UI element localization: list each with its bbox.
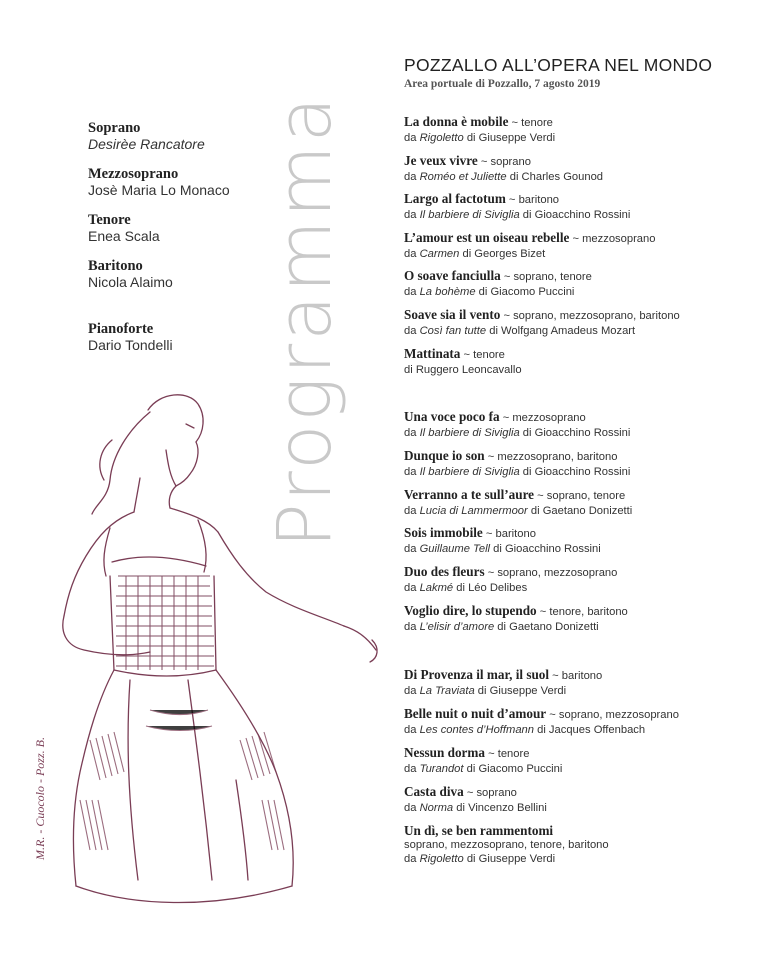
piece-voices: ~ mezzosoprano xyxy=(499,412,586,424)
opera-title: L’elisir d’amore xyxy=(419,621,495,633)
piece-name: Sois immobile xyxy=(404,525,483,540)
piece-name: Soave sia il vento xyxy=(404,307,501,322)
program-item xyxy=(404,667,754,698)
piece-source: da La Traviata di Giuseppe Verdi xyxy=(404,685,567,697)
program-item xyxy=(404,153,754,184)
piece-source: da L’elisir d’amore di Gaetano Donizetti xyxy=(404,621,599,633)
piece-voices: ~ soprano, tenore xyxy=(500,271,592,283)
piece-name: Belle nuit o nuit d’amour xyxy=(404,706,547,721)
cast-entry-mezzosoprano xyxy=(88,166,230,199)
program-header xyxy=(404,55,744,90)
piece-source: da Lakmé di Léo Delibes xyxy=(404,582,528,594)
opera-title: Turandot xyxy=(419,763,464,775)
piece-name: Dunque io son xyxy=(404,448,485,463)
event-subtitle: Area portuale di Pozzallo, 7 agosto 2019 xyxy=(404,78,601,90)
cast-role: Pianoforte xyxy=(88,321,154,337)
program-item xyxy=(404,564,754,595)
piece-voices-line: soprano, mezzosoprano, tenore, baritono xyxy=(404,839,609,851)
piece-source: da Il barbiere di Siviglia di Gioacchino Rossini xyxy=(404,427,631,439)
piece-title xyxy=(404,706,754,723)
program-item xyxy=(404,745,754,776)
piece-voices: ~ soprano, mezzosoprano xyxy=(484,567,618,579)
piece-name: Mattinata xyxy=(404,346,461,361)
piece-voices: ~ soprano xyxy=(477,156,531,168)
cast-performer: Enea Scala xyxy=(88,228,160,244)
program-item xyxy=(404,346,754,377)
piece-name: Largo al factotum xyxy=(404,191,506,206)
cast-entry-tenore xyxy=(88,212,160,245)
piece-source: da Turandot di Giacomo Puccini xyxy=(404,763,563,775)
piece-name: Verranno a te sull’aure xyxy=(404,487,535,502)
program-item xyxy=(404,487,754,518)
piece-name: Una voce poco fa xyxy=(404,409,500,424)
piece-name: L’amour est un oiseau rebelle xyxy=(404,230,570,245)
piece-title xyxy=(404,745,754,762)
piece-source: da Il barbiere di Siviglia di Gioacchino Rossini xyxy=(404,209,631,221)
piece-title xyxy=(404,114,754,131)
piece-title xyxy=(404,153,754,170)
piece-name: Voglio dire, lo stupendo xyxy=(404,603,537,618)
piece-voices: ~ soprano, mezzosoprano, baritono xyxy=(500,310,680,322)
program-item xyxy=(404,525,754,556)
program-item xyxy=(404,823,754,866)
opera-title: Il barbiere di Siviglia xyxy=(419,427,520,439)
sketch-signature: M.R. - Cuocolo - Pozz. B. xyxy=(33,737,47,860)
piece-source: da Il barbiere di Siviglia di Gioacchino Rossini xyxy=(404,466,631,478)
program-item xyxy=(404,784,754,815)
piece-voices: ~ tenore xyxy=(484,748,530,760)
piece-voices: ~ mezzosoprano xyxy=(569,233,656,245)
opera-title: Lucia di Lammermoor xyxy=(419,505,528,517)
opera-title: Rigoletto xyxy=(419,853,464,865)
piece-title xyxy=(404,448,754,465)
program-item xyxy=(404,191,754,222)
piece-name: Di Provenza il mar, il suol xyxy=(404,667,550,682)
piece-title xyxy=(404,346,754,363)
piece-source: da Roméo et Juliette di Charles Gounod xyxy=(404,171,604,183)
piece-source: da Rigoletto di Giuseppe Verdi xyxy=(404,132,556,144)
piece-source: di Ruggero Leoncavallo xyxy=(404,364,522,376)
piece-title xyxy=(404,564,754,581)
piece-name: Nessun dorma xyxy=(404,745,485,760)
cast-role: Soprano xyxy=(88,120,141,136)
piece-voices: ~ mezzosoprano, baritono xyxy=(484,451,618,463)
piece-name: Je veux vivre xyxy=(404,153,478,168)
piece-title xyxy=(404,268,754,285)
piece-source: da Les contes d’Hoffmann di Jacques Offenbach xyxy=(404,724,646,736)
cast-entry-baritono xyxy=(88,258,173,291)
piece-title xyxy=(404,230,754,247)
event-title: POZZALLO ALL’OPERA NEL MONDO xyxy=(404,55,713,75)
piece-name: O soave fanciulla xyxy=(404,268,501,283)
piece-title xyxy=(404,784,754,801)
program-item xyxy=(404,307,754,338)
opera-title: Les contes d’Hoffmann xyxy=(419,724,534,736)
cast-role: Baritono xyxy=(88,258,143,274)
piece-title xyxy=(404,487,754,504)
piece-title xyxy=(404,307,754,324)
cast-role: Tenore xyxy=(88,212,131,228)
piece-voices: ~ baritono xyxy=(549,670,603,682)
piece-source: da Carmen di Georges Bizet xyxy=(404,248,546,260)
opera-title: Carmen xyxy=(419,248,460,260)
opera-title: Rigoletto xyxy=(419,132,464,144)
opera-title: Così fan tutte xyxy=(419,325,487,337)
program-item xyxy=(404,409,754,440)
piece-title xyxy=(404,823,754,838)
piece-name: Casta diva xyxy=(404,784,464,799)
cast-performer: Josè Maria Lo Monaco xyxy=(88,182,230,198)
cast-performer: Nicola Alaimo xyxy=(88,274,173,290)
piece-source: da Norma di Vincenzo Bellini xyxy=(404,802,547,814)
piece-voices: ~ tenore xyxy=(508,117,553,129)
piece-name: Duo des fleurs xyxy=(404,564,485,579)
program-item xyxy=(404,268,754,299)
piece-name: Un dì, se ben rammentomi xyxy=(404,823,554,838)
piece-source: da Lucia di Lammermoor di Gaetano Donizetti xyxy=(404,505,633,517)
piece-title xyxy=(404,667,754,684)
piece-voices: ~ tenore, baritono xyxy=(536,606,628,618)
opera-title: Norma xyxy=(419,802,454,814)
piece-title xyxy=(404,409,754,426)
opera-title: Roméo et Juliette xyxy=(419,171,507,183)
program-item xyxy=(404,230,754,261)
opera-title: Guillaume Tell xyxy=(419,543,491,555)
piece-source: da Rigoletto di Giuseppe Verdi xyxy=(404,853,556,865)
piece-source: da Così fan tutte di Wolfgang Amadeus Mozart xyxy=(404,325,636,337)
piece-voices: ~ baritono xyxy=(505,194,560,206)
piece-title xyxy=(404,603,754,620)
programma-vertical-title: Programma xyxy=(262,93,348,548)
singer-sketch-illustration xyxy=(0,380,400,960)
opera-title: Lakmé xyxy=(419,582,454,594)
opera-title: Il barbiere di Siviglia xyxy=(419,209,520,221)
cast-entry-soprano xyxy=(88,120,205,153)
piece-voices: ~ soprano xyxy=(463,787,517,799)
program-item xyxy=(404,114,754,145)
piece-title xyxy=(404,191,754,208)
piece-source: da Guillaume Tell di Gioacchino Rossini xyxy=(404,543,601,555)
piece-voices: ~ tenore xyxy=(460,349,505,361)
piece-source: da La bohème di Giacomo Puccini xyxy=(404,286,575,298)
program-item xyxy=(404,603,754,634)
cast-performer: Dario Tondelli xyxy=(88,337,173,353)
opera-title: La Traviata xyxy=(419,685,475,697)
piece-title xyxy=(404,525,754,542)
piece-voices: ~ baritono xyxy=(482,528,536,540)
program-item xyxy=(404,448,754,479)
opera-title: Il barbiere di Siviglia xyxy=(419,466,520,478)
cast-role: Mezzosoprano xyxy=(88,166,179,182)
piece-voices: ~ soprano, tenore xyxy=(534,490,626,502)
cast-entry-pianoforte xyxy=(88,321,173,354)
cast-performer: Desirèe Rancatore xyxy=(88,136,205,152)
opera-title: La bohème xyxy=(419,286,476,298)
program-item xyxy=(404,706,754,737)
piece-name: La donna è mobile xyxy=(404,114,509,129)
piece-voices: ~ soprano, mezzosoprano xyxy=(546,709,679,721)
